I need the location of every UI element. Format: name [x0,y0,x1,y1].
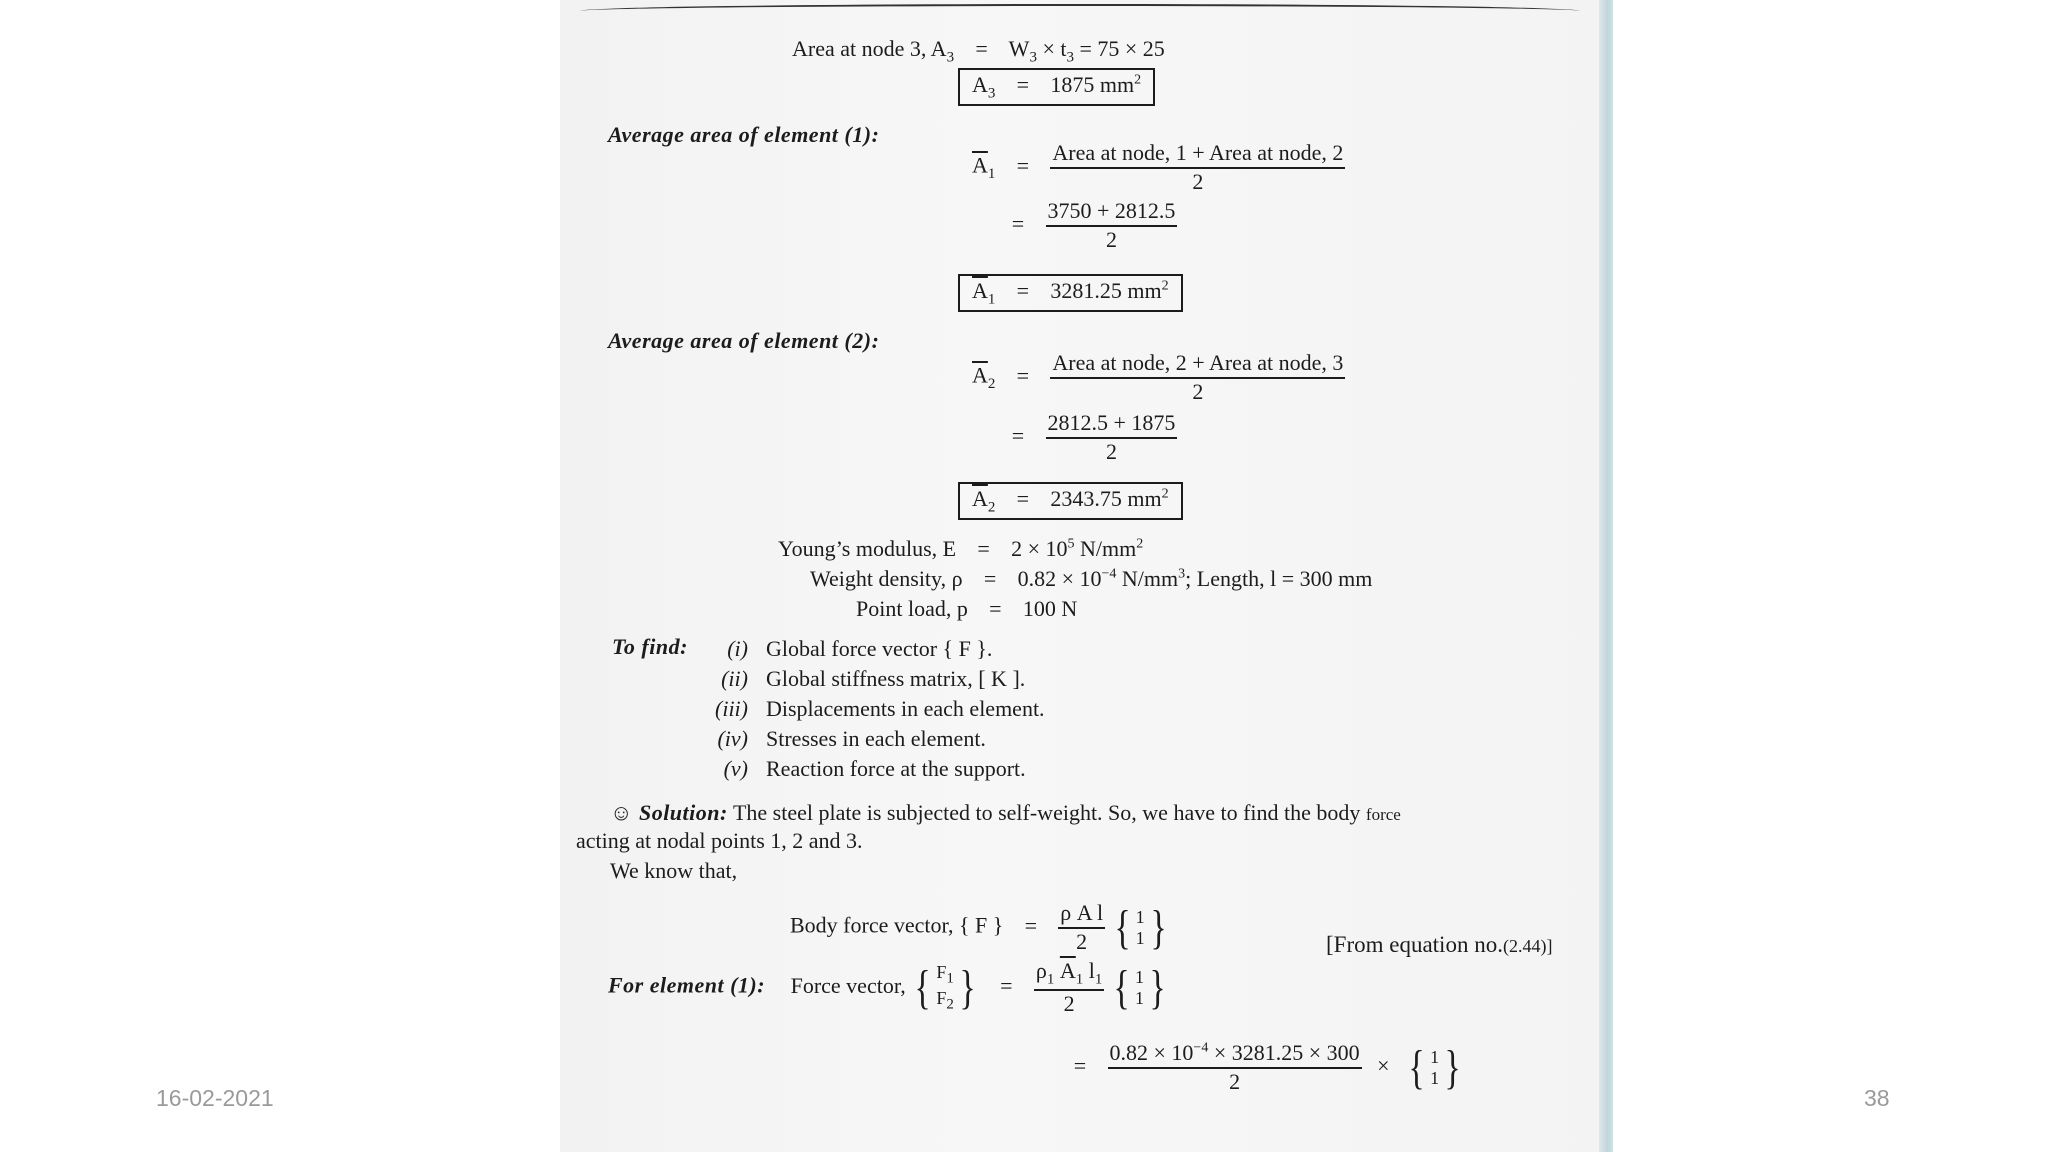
list-item: (v) Reaction force at the support. [723,756,1026,781]
scanned-page [560,0,1613,1152]
to-find-list [700,634,1045,784]
a2-result-box: $\overline{A}_2 = 2343.75$ $mm^2$ [958,482,1183,520]
weight-density-line: Weight density, $\rho = 0.82 \times 10^{-4}$ $N/mm^3$; Length, l = 300 mm [810,566,1373,591]
element-1-substitution: = $\frac{0.82 \times 10^{-4} \times 3281.25 \times 300}{2}$ × { 1 1 } [1073,1040,1461,1094]
equation-reference: [From equation no.(2.44)] [1326,932,1553,957]
element-1-force: For element (1): Force vector, { $F_1$ $F_2$ } = $\frac{\rho_1 \overline{A}_1 l_1}{2}$ { 1 1 } [608,958,1166,1017]
a2-formula: $\overline{A}_2$ = $\frac{\text{Area at node, 2 + Area at node, 3}}{2}$ [972,350,1344,404]
page-edge-shadow [1599,0,1613,1152]
slide-page-number: 38 [1864,1085,1890,1111]
a1-substitution: = $\frac{3750 + 2812.5}{2}$ [1011,198,1176,252]
a1-formula: $\overline{A}_1$ = $\frac{\text{Area at node, 1 + Area at node, 2}}{2}$ [972,140,1344,194]
page-top-rule [580,4,1580,18]
slide-date: 16-02-2021 [156,1085,274,1111]
unit-vector: { 1 1 } [1114,900,1167,954]
heading-element-2: Average area of element (2): [608,328,880,353]
area-node3-label: Area at node 3, A [792,36,947,61]
solution-label: ☺ Solution: [610,800,728,825]
element-1-label: For element (1): [608,972,766,998]
force-vector: { $F_1$ $F_2$ } [914,960,976,1014]
list-item: (i) Global force vector { F }. [727,636,993,661]
area-node3-line: Area at node 3, $A_3 = W_3 \times t_3 = 75 \times 25$ [792,36,1165,66]
list-item: (iii) Displacements in each element. [715,696,1045,721]
to-find-label: To find: [612,634,688,659]
heading-element-1: Average area of element (1): [608,122,880,147]
solution-line-1: ☺ Solution: The steel plate is subjected to self-weight. So, we have to find the body force [610,800,1401,825]
youngs-modulus-line: Young’s modulus, $E = 2 \times 10^5$ $N/mm^2$ [778,536,1144,561]
solution-line-2: acting at nodal points 1, 2 and 3. [576,828,863,853]
body-force-formula: Body force vector, { F } = $\frac{\text{ρ A l}}{2}$ { 1 1 } [790,900,1170,955]
solution-line-3: We know that, [610,858,738,883]
a3-result-box: $A_3 = 1875$ $mm^2$ [958,68,1155,106]
a1-result-box: $\overline{A}_1 = 3281.25$ $mm^2$ [958,274,1183,312]
a2-substitution: = $\frac{2812.5 + 1875}{2}$ [1011,410,1176,464]
list-item: (iv) Stresses in each element. [717,726,986,751]
list-item: (ii) Global stiffness matrix, [ K ]. [721,666,1026,691]
point-load-line: Point load, p = 100 N [856,596,1078,621]
a1-fraction: $\frac{\text{Area at node, 1 + Area at node, 2}}{2}$ [1052,140,1344,194]
